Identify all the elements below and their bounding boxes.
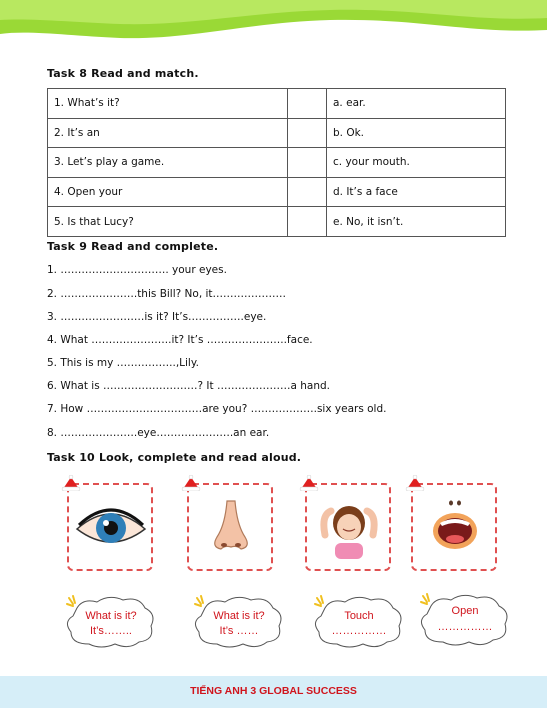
- match-table: [47, 88, 506, 237]
- task10-title: Task 10 Look, complete and read aloud.: [47, 451, 302, 464]
- left-item: 3. Let’s play a game.: [48, 148, 288, 178]
- left-item: 5. Is that Lucy?: [48, 207, 288, 237]
- picture-card-nose: [187, 483, 273, 571]
- bubble-line: It’s……..: [90, 625, 132, 637]
- bubble-line: Touch: [344, 610, 374, 622]
- bubble-line: Open: [451, 605, 479, 617]
- bubble-line: ……………: [437, 621, 493, 633]
- fill-line-8: 8. ………………….eye………………….an ear.: [47, 427, 270, 439]
- right-item: e. No, it isn’t.: [327, 207, 506, 237]
- fill-line-1: 1. …………………………. your eyes.: [47, 264, 227, 276]
- nose-icon: [189, 485, 273, 569]
- task9-title: Task 9 Read and complete.: [47, 240, 219, 253]
- answer-cell[interactable]: [288, 207, 327, 237]
- fill-line-7: 7. How ……………………………are you? ……………….six years old.: [47, 403, 387, 415]
- picture-card-eye: [67, 483, 153, 571]
- fill-line-4: 4. What …………………..it? It’s …………………..face.: [47, 334, 313, 346]
- picture-card-mouth: [411, 483, 497, 571]
- footer-bar: [0, 676, 547, 708]
- answer-cell[interactable]: [288, 148, 327, 178]
- speech-bubble: [63, 594, 159, 650]
- mouth-icon: [413, 485, 497, 569]
- table-row: [48, 207, 506, 237]
- bubble-line: ……………: [331, 625, 387, 637]
- bubble-line: What is it?: [85, 610, 137, 622]
- eye-icon: [69, 485, 153, 569]
- fill-line-3: 3. ……………………is it? It’s…………….eye.: [47, 311, 267, 323]
- answer-cell[interactable]: [288, 177, 327, 207]
- face-icon: [307, 485, 391, 569]
- header-wave: [0, 0, 547, 48]
- speech-bubble: [191, 594, 287, 650]
- answer-cell[interactable]: [288, 118, 327, 148]
- table-row: [48, 177, 506, 207]
- speech-bubble: [417, 592, 513, 648]
- table-row: [48, 118, 506, 148]
- task8-title: Task 8 Read and match.: [47, 67, 199, 80]
- table-row: [48, 89, 506, 119]
- cloud-bubble-icon: [63, 594, 159, 650]
- right-item: a. ear.: [327, 89, 506, 119]
- fill-line-2: 2. ………………….this Bill? No, it…………………: [47, 288, 287, 300]
- cloud-bubble-icon: [191, 594, 287, 650]
- bubble-line: What is it?: [213, 610, 265, 622]
- cloud-bubble-icon: [417, 592, 513, 648]
- footer-title: TIẾNG ANH 3 GLOBAL SUCCESS: [190, 685, 357, 697]
- left-item: 4. Open your: [48, 177, 288, 207]
- table-row: [48, 148, 506, 178]
- bubble-line: It’s ……: [219, 625, 259, 637]
- cloud-bubble-icon: [311, 594, 407, 650]
- answer-cell[interactable]: [288, 89, 327, 119]
- right-item: c. your mouth.: [327, 148, 506, 178]
- fill-line-5: 5. This is my ……………..,Lily.: [47, 357, 199, 369]
- picture-card-face: [305, 483, 391, 571]
- right-item: d. It’s a face: [327, 177, 506, 207]
- fill-line-6: 6. What is ………………………? It …………………a hand.: [47, 380, 330, 392]
- left-item: 1. What’s it?: [48, 89, 288, 119]
- right-item: b. Ok.: [327, 118, 506, 148]
- left-item: 2. It’s an: [48, 118, 288, 148]
- speech-bubble: [311, 594, 407, 650]
